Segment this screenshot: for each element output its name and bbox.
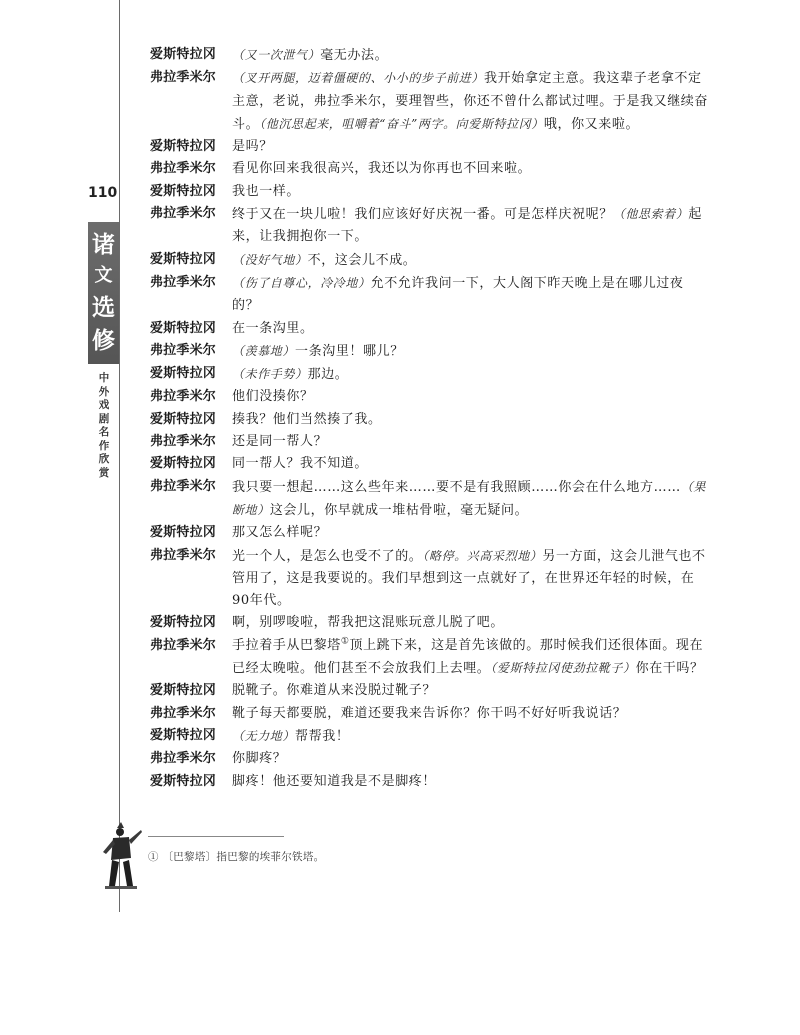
stage-direction: （略停。兴高采烈地） — [422, 548, 543, 563]
dialogue-turn — [150, 158, 710, 180]
stage-direction: （羡慕地） — [232, 343, 296, 358]
spoken-line: 我只要一想起……这么些年来……要不是有我照顾……你会在什么地方…… — [232, 479, 681, 495]
dialogue-turn — [150, 748, 710, 770]
spoken-line: 那又怎么样呢？ — [232, 525, 328, 541]
speaker-name: 弗拉季米尔 — [150, 637, 217, 653]
speaker-name: 爱斯特拉冈 — [150, 251, 217, 267]
speech-text — [232, 635, 710, 681]
dialogue-turn — [150, 545, 710, 613]
section-band — [88, 222, 119, 364]
spoken-line: 允不允许我问一下，大人阁下昨天晚上是在哪儿过夜的？ — [232, 275, 684, 314]
dialogue-turn — [150, 249, 710, 272]
band-char: 诸 — [92, 231, 115, 258]
speech-text — [232, 409, 710, 431]
spoken-line: 你在干吗？ — [635, 661, 704, 677]
speaker-name: 弗拉季米尔 — [150, 206, 217, 222]
band-char: 文 — [94, 265, 113, 286]
speech-text — [232, 771, 710, 793]
speaker-name: 弗拉季米尔 — [150, 705, 217, 721]
dialogue-turn — [150, 680, 710, 702]
speech-text — [232, 748, 710, 770]
footnote: ① 〔巴黎塔〕指巴黎的埃菲尔铁塔。 — [148, 851, 325, 863]
speech-text — [232, 453, 710, 475]
stage-direction: （他沉思起来，咀嚼着“奋斗”两字。向爱斯特拉冈） — [259, 116, 544, 131]
speech-text — [232, 158, 710, 180]
speech-text — [232, 44, 710, 67]
speech-text — [232, 67, 710, 136]
speaker-name: 爱斯特拉冈 — [150, 727, 217, 743]
spoken-line: 手拉着手从巴黎塔 — [232, 637, 341, 653]
page-number: 110 — [88, 185, 118, 201]
spoken-line: 他们没揍你？ — [232, 389, 314, 405]
spoken-line: 在一条沟里。 — [232, 320, 314, 336]
speech-text — [232, 272, 710, 318]
dialogue-turn — [150, 67, 710, 136]
speaker-name: 爱斯特拉冈 — [150, 366, 217, 382]
speech-text — [232, 680, 710, 702]
speaker-name: 弗拉季米尔 — [150, 161, 217, 177]
dialogue-turn — [150, 431, 710, 453]
book-subtitle: 中外戏剧名作欣赏 — [98, 372, 110, 479]
stage-direction: （没好气地） — [232, 252, 308, 267]
speech-text — [232, 203, 710, 249]
dialogue-turn — [150, 203, 710, 249]
speaker-name: 爱斯特拉冈 — [150, 683, 217, 699]
dialogue-turn — [150, 453, 710, 475]
speaker-name: 爱斯特拉冈 — [150, 47, 217, 62]
spoken-line: 那边。 — [307, 367, 349, 383]
spoken-line: 看见你回来我很高兴，我还以为你再也不回来啦。 — [232, 161, 532, 177]
spoken-line: 起来，让我拥抱你一下。 — [232, 207, 703, 245]
stage-direction: （爱斯特拉冈使劲拉靴子） — [490, 661, 636, 676]
dialogue-turn — [150, 771, 710, 793]
band-char: 修 — [92, 327, 115, 354]
speech-text — [232, 318, 710, 340]
knight-figure-icon — [95, 810, 143, 890]
speech-text — [232, 476, 710, 523]
footnote-marker: ① — [340, 636, 350, 647]
spoken-line: 光一个人，是怎么也受不了的。 — [232, 548, 423, 564]
spoken-line: 一条沟里！哪儿？ — [295, 343, 404, 359]
dialogue-body — [150, 44, 710, 793]
spoken-line: 哦，你又来啦。 — [543, 116, 640, 132]
spoken-line: 同一帮人？我不知道。 — [232, 456, 369, 472]
margin-rule — [119, 0, 120, 912]
spoken-line: 帮帮我！ — [295, 728, 350, 744]
speaker-name: 爱斯特拉冈 — [150, 525, 217, 541]
dialogue-turn — [150, 363, 710, 386]
spoken-line: 你脚疼？ — [232, 751, 287, 767]
speaker-name: 弗拉季米尔 — [150, 342, 217, 358]
speaker-name: 爱斯特拉冈 — [150, 615, 217, 631]
dialogue-turn — [150, 181, 710, 203]
stage-direction: （未作手势） — [232, 367, 308, 382]
speech-text — [232, 136, 710, 158]
speech-text — [232, 522, 710, 544]
spoken-line: 是吗？ — [232, 139, 273, 155]
dialogue-turn — [150, 136, 710, 158]
dialogue-turn — [150, 725, 710, 748]
speech-text — [232, 181, 710, 203]
speaker-name: 爱斯特拉冈 — [150, 411, 217, 427]
spoken-line: 终于又在一块儿啦！我们应该好好庆祝一番。可是怎样庆祝呢？ — [232, 207, 613, 223]
stage-direction: （又一次泄气） — [232, 48, 321, 62]
spoken-line: 顶上跳下来，这是首先该做的。那时候我们还很体面。现在已经太晚啦。他们甚至不会放我们上去哩。 — [232, 637, 704, 677]
spoken-line: 不，这会儿不成。 — [307, 252, 417, 268]
footnote-rule — [148, 836, 284, 837]
stage-direction: （无力地） — [232, 728, 296, 743]
dialogue-turn — [150, 340, 710, 363]
speaker-name: 弗拉季米尔 — [150, 70, 217, 86]
speech-text — [232, 725, 710, 748]
stage-direction: （他思索着） — [612, 207, 689, 222]
spoken-line: 脚疼！他还要知道我是不是脚疼！ — [232, 773, 437, 789]
spoken-line: 毫无办法。 — [320, 48, 389, 63]
speech-text — [232, 431, 710, 453]
speech-text — [232, 340, 710, 363]
speech-text — [232, 249, 710, 272]
dialogue-turn — [150, 44, 710, 67]
speaker-name: 弗拉季米尔 — [150, 274, 217, 290]
dialogue-turn — [150, 612, 710, 634]
dialogue-turn — [150, 522, 710, 544]
dialogue-turn — [150, 272, 710, 318]
dialogue-turn — [150, 318, 710, 340]
stage-direction: （叉开两腿，迈着僵硬的、小小的步子前进） — [232, 71, 485, 86]
stage-direction: （果断地） — [232, 479, 707, 517]
speaker-name: 弗拉季米尔 — [150, 478, 217, 494]
speaker-name: 爱斯特拉冈 — [150, 139, 217, 155]
speech-text — [232, 363, 710, 386]
dialogue-turn — [150, 409, 710, 431]
speaker-name: 弗拉季米尔 — [150, 434, 217, 450]
spoken-line: 还是同一帮人？ — [232, 434, 328, 450]
speaker-name: 弗拉季米尔 — [150, 751, 217, 767]
spoken-line: 靴子每天都要脱，难道还要我来告诉你？你干吗不好好听我说话？ — [232, 705, 627, 721]
dialogue-turn — [150, 703, 710, 725]
dialogue-turn — [150, 476, 710, 523]
dialogue-turn — [150, 635, 710, 681]
dialogue-turn — [150, 386, 710, 408]
speaker-name: 爱斯特拉冈 — [150, 320, 217, 336]
speaker-name: 弗拉季米尔 — [150, 389, 217, 405]
spoken-line: 脱靴子。你难道从来没脱过靴子？ — [232, 683, 437, 699]
spoken-line: 另一方面，这会儿泄气也不管用了，这是我要说的。我们早想到这一点就好了，在世界还年轻的时候，在90年代。 — [232, 548, 706, 609]
stage-direction: （伤了自尊心，冷冷地） — [232, 275, 371, 290]
speech-text — [232, 612, 710, 634]
speaker-name: 爱斯特拉冈 — [150, 773, 217, 789]
speaker-name: 爱斯特拉冈 — [150, 183, 217, 199]
speech-text — [232, 386, 710, 408]
speech-text — [232, 545, 710, 613]
speaker-name: 爱斯特拉冈 — [150, 456, 217, 472]
speech-text — [232, 703, 710, 725]
band-char: 选 — [92, 294, 115, 321]
spoken-line: 啊，别啰唆啦，帮我把这混账玩意儿脱了吧。 — [232, 615, 505, 631]
spoken-line: 这会儿，你早就成一堆枯骨啦，毫无疑问。 — [269, 502, 529, 518]
speaker-name: 弗拉季米尔 — [150, 547, 217, 563]
spoken-line: 我也一样。 — [232, 183, 301, 199]
spoken-line: 揍我？他们当然揍了我。 — [232, 411, 382, 427]
spoken-line: 我开始拿定主意。我这辈子老拿不定主意，老说，弗拉季米尔，要理智些，你还不曾什么都试过哩。于是我又继续奋斗。 — [232, 71, 709, 132]
